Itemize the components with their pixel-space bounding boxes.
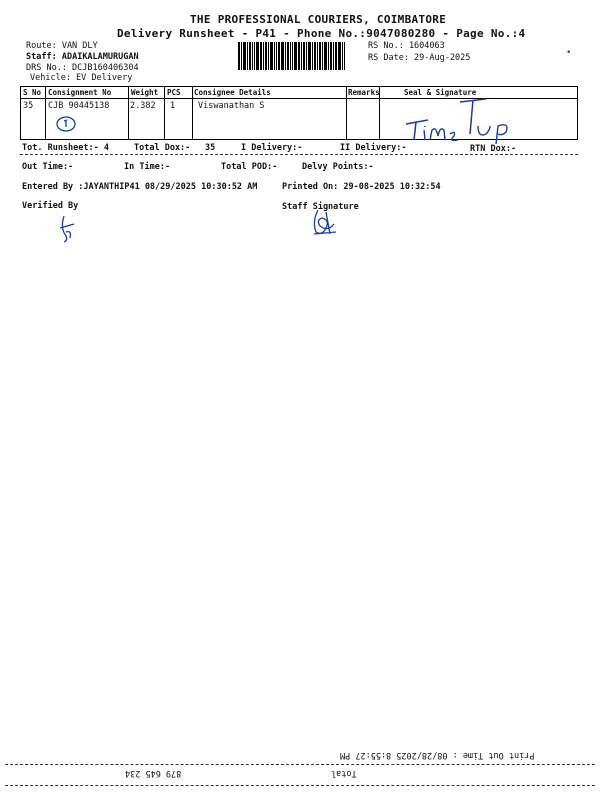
staff-signature-mark	[308, 206, 342, 238]
scan-speck: •	[566, 48, 572, 58]
ii-delivery: II Delivery:-	[340, 143, 407, 153]
row-consignment: CJB 90445138	[48, 101, 110, 111]
total-dox-label: Total Dox:-	[134, 143, 191, 153]
barcode	[238, 42, 360, 70]
verifier-signature	[56, 214, 78, 244]
print-out-time: Print Out Time : 08/28/2025 8:55:27 PM	[340, 750, 535, 760]
header-consignee: Consignee Details	[194, 88, 271, 97]
route-text: Route: VAN DLY	[26, 41, 98, 51]
header-weight: Weight	[131, 88, 159, 97]
row-pcs: 1	[170, 101, 176, 111]
handwritten-time-up	[398, 96, 518, 146]
staff-line	[26, 52, 139, 62]
handwritten-circle-mark	[54, 113, 78, 135]
staff-name: ADAIKALAMURUGAN	[61, 52, 139, 62]
header-sno: S No	[23, 88, 42, 97]
runsheet-title: Delivery Runsheet - P41 - Phone No.:9047080280 - Page No.:4	[117, 27, 526, 40]
total-pod: Total POD:-	[221, 162, 278, 172]
in-time: In Time:-	[124, 162, 171, 172]
entered-by: Entered By :JAYANTHIP41 08/29/2025 10:30:52 AM	[22, 182, 258, 192]
total-runsheet: Tot. Runsheet:- 4	[22, 143, 109, 153]
drs-number: DRS No.: DCJB160406304	[26, 63, 139, 73]
row-sno: 35	[23, 101, 34, 111]
rtn-dox: RTN Dox:-	[470, 144, 517, 154]
footer-rule-top	[5, 764, 595, 765]
vehicle-text: Vehicle: EV Delivery	[30, 73, 133, 83]
header-remarks: Remarks	[348, 88, 380, 97]
staff-signature-label: Staff Signature	[282, 202, 359, 212]
delivery-points: Delvy Points:-	[302, 162, 374, 172]
printed-on: Printed On: 29-08-2025 10:32:54	[282, 182, 441, 192]
rs-date: RS Date: 29-Aug-2025	[368, 53, 471, 63]
total-dox-value: 35	[205, 143, 216, 153]
footer-total-label: Total	[331, 768, 357, 778]
staff-label: Staff:	[26, 52, 57, 62]
out-time: Out Time:-	[22, 162, 74, 172]
footer-rule-bottom	[5, 785, 595, 786]
company-name: THE PROFESSIONAL COURIERS, COIMBATORE	[190, 13, 447, 26]
header-seal: Seal & Signature	[404, 88, 477, 97]
i-delivery: I Delivery:-	[241, 143, 303, 153]
summary-divider	[20, 154, 578, 155]
header-pcs: PCS	[167, 88, 181, 97]
header-consignment: Consignment No	[48, 88, 112, 97]
row-consignee: Viswanathan S	[198, 101, 265, 111]
row-weight: 2.382	[130, 101, 156, 111]
footer-total-values: 879 645 234	[125, 768, 182, 778]
verified-by-label: Verified By	[22, 201, 79, 211]
rs-number: RS No.: 1604063	[368, 41, 445, 51]
